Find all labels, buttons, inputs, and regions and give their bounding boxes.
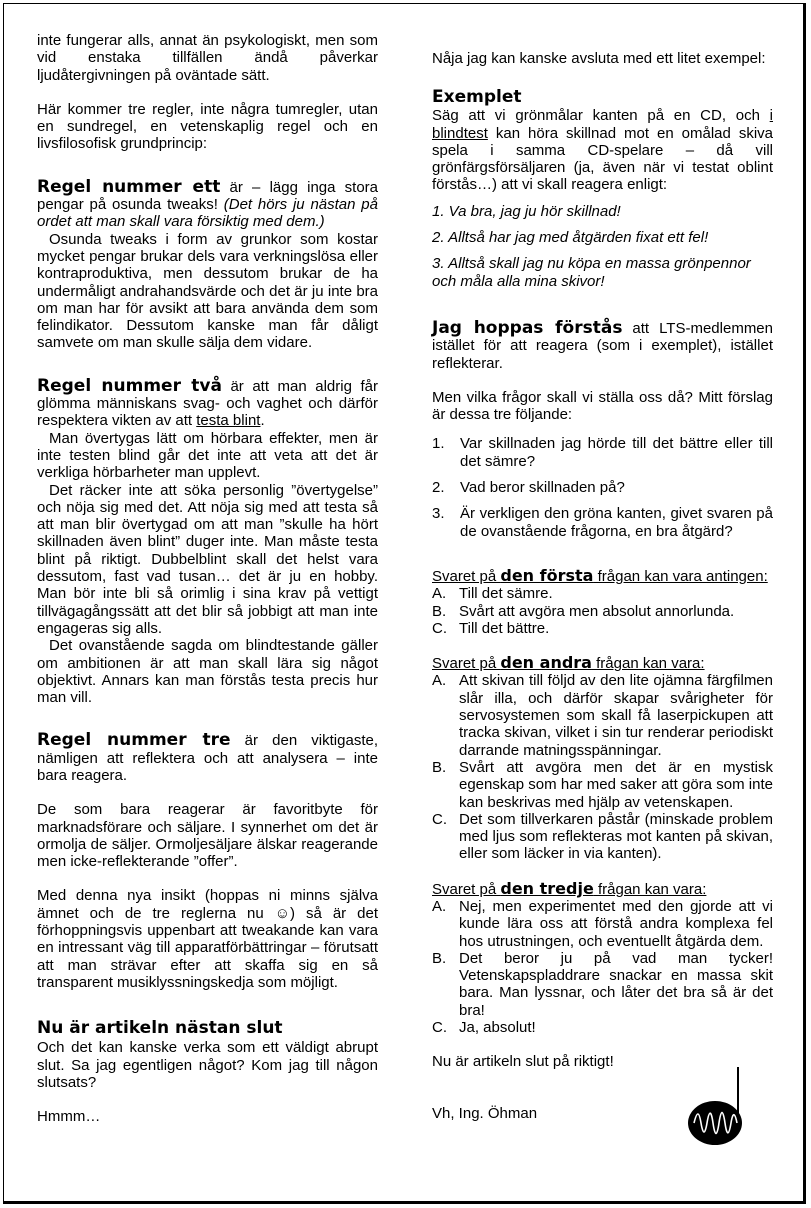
list-text: Det som tillverkaren påstår (minskade problem med ljus som reflekteras mot kanten på skivan, eller som läcker in via kanten). (459, 810, 773, 863)
list-text: Var skillnaden jag hörde till det bättre eller till det sämre? (460, 435, 773, 470)
hope-paragraph (432, 317, 773, 372)
list-text: Till det sämre. (459, 585, 553, 603)
signature: Vh, Ing. Öhman (432, 1104, 538, 1122)
list-text: Att skivan till följd av den lite ojämna färgfilmen slår illa, och därför skapar svårigheter för servosystemen som skall få laserpickupen att tracka skivan, vilket i sin tur renderar periodiskt darrande matningsspänningar. (459, 672, 773, 759)
rule-two-lead-end: . (260, 412, 265, 430)
answer-three-heading (432, 880, 773, 898)
questions-intro: Men vilka frågor skall vi ställa oss då? Mitt förslag är dessa tre följande: (432, 388, 773, 424)
list-letter: C. (432, 1019, 447, 1037)
abrupt-paragraph: Och det kan kanske verka som ett väldigt abrupt slut. Sa jag egentligen något? Kom jag till någon slutsats? (37, 1039, 378, 1091)
list-text: Är verkligen den gröna kanten, givet svaren på de ovanstående frågorna, en bra åtgärd? (460, 505, 773, 540)
rule-one-heading: Regel nummer ett (37, 176, 221, 197)
list-item (432, 603, 773, 620)
list-letter: A. (432, 585, 447, 603)
list-item (432, 1019, 773, 1036)
answer-one-pre: Svaret på (432, 567, 501, 585)
list-number: 3. (432, 505, 445, 523)
rule-two-underline: testa blint (196, 412, 261, 430)
rule-two-paragraph-3: Det ovanstående sagda om blindtestande gäller om ambitionen är att man skall lära sig något objektivt. Annars kan man förstås testa precis hur man vill. (37, 637, 378, 707)
list-item (432, 898, 773, 950)
left-column (37, 32, 378, 1125)
list-letter: A. (432, 897, 447, 915)
rule-two (37, 375, 378, 430)
hope-heading: Jag hoppas förstås (432, 317, 623, 338)
list-text: Ja, absolut! (459, 1019, 536, 1037)
list-letter: A. (432, 672, 447, 690)
answer-two-big: den andra (500, 653, 592, 673)
answer-one-heading (432, 567, 773, 585)
rule-two-paragraph-2: Det räcker inte att söka personlig ”övertygelse” och nöja sig med det. Att nöja sig med att testa så att man blir övertygad om att man ”skulle ha hört skillnaden även blint” duger inte. Man måste testa blint på riktigt. Dubbelblint skall det helst vara dessutom, fast vad tusan… det är ju en hobby. Man bör inte bli så orimlig i sina krav på vettigt tillvägagångssätt att det blir så jobbigt att man inte engageras sig alls. (37, 481, 378, 637)
list-letter: C. (432, 619, 447, 637)
example-underline: i blindtest (432, 107, 773, 142)
list-text: Svårt att avgöra men det är en mystisk egenskap som har med saker att göra som inte kan beskrivas med hjälp av vetenskapen. (459, 758, 773, 811)
example-pre: Säg att vi grönmålar kanten på en CD, och (432, 107, 770, 125)
rules-intro: Här kommer tre regler, inte några tumregler, utan en sundregel, en vetenskaplig regel och en livsfilosofisk grundprincip: (37, 100, 378, 153)
list-item (432, 435, 773, 470)
list-letter: B. (432, 758, 447, 776)
example-intro: Nåja jag kan kanske avsluta med ett litet exempel: (432, 50, 766, 67)
rule-one-lead: är – lägg inga stora pengar på osunda tweaks! (37, 178, 378, 214)
rule-two-lead: är att man aldrig får glömma människans svag- och vaghet och därför respektera vikten av att (37, 377, 378, 430)
list-item (432, 585, 773, 602)
example-quote-3: 3. Alltså skall jag nu köpa en massa grönpennor och måla alla mina skivor! (432, 255, 751, 290)
insight-paragraph: Med denna nya insikt (hoppas ni minns själva ämnet och de tre reglerna nu ☺) så är det förhoppningsvis uppenbart att tweakande kan vara en intressant väg till apparatförbättringar – förutsatt att man strävar efter att skaffa sig en så transparent musiklyssningskedja som möjligt. (37, 887, 378, 991)
list-text: Till det bättre. (459, 619, 550, 637)
rule-three-heading: Regel nummer tre (37, 730, 231, 751)
hope-text: att LTS-medlemmen istället för att reagera (som i exemplet), istället reflekterar. (432, 319, 773, 372)
list-text: Svårt att avgöra men absolut annorlunda. (459, 602, 735, 620)
almost-end-heading: Nu är artikeln nästan slut (37, 1018, 283, 1039)
answer-three-post: frågan kan vara: (593, 880, 707, 898)
rule-three (37, 732, 378, 784)
rule-two-heading: Regel nummer två (37, 375, 222, 396)
list-number: 2. (432, 479, 445, 497)
list-item (432, 950, 773, 1019)
example-post: kan höra skillnad mot en omålad skiva spela i samma CD-spelare – då vill grönfärgsförsäljaren (ja, även när vi testat oblint förstås…) att vi skall reagera enligt: (432, 124, 773, 194)
right-column (432, 50, 773, 1122)
list-item (432, 505, 773, 540)
intro-paragraph: inte fungerar alls, annat än psykologiskt, men som vid enstaka tillfällen ändå påverkar ljudåtergivningen på oväntade sätt. (37, 32, 378, 84)
answer-two-pre: Svaret på (432, 655, 501, 673)
rule-one-paragraph: Osunda tweaks i form av grunkor som kostar mycket pengar brukar dels vara verkningslösa eller kontraproduktiva, men dessutom brukar de ha undermåligt andrahandsvärde och det är ju inte bra om man har för avsikt att bara använda dem som felindikator. Dessutom kanske man får dåligt samvete om man skulle sälja dem vidare. (37, 230, 378, 352)
answer-one-big: den första (500, 565, 594, 585)
waveform-note-icon (688, 1065, 746, 1147)
answer-three-big: den tredje (500, 878, 594, 898)
example-paragraph (432, 107, 773, 193)
questions-list (432, 435, 773, 539)
list-item (432, 759, 773, 811)
answer-two-heading (432, 654, 773, 672)
list-item (432, 620, 773, 637)
list-text: Nej, men experimentet med den gjorde att vi kunde lära oss att förstå andra komplexa fel hos utrustningen, och eventuellt åtgärda dem. (459, 897, 773, 950)
example-quote-1: 1. Va bra, jag ju hör skillnad! (432, 202, 621, 220)
list-text: Vad beror skillnaden på? (460, 479, 625, 497)
final-sentence: Nu är artikeln slut på riktigt! (432, 1053, 614, 1071)
rule-three-lead: är den viktigaste, nämligen att reflektera och att analysera – inte bara reagera. (37, 732, 378, 784)
list-item (432, 811, 773, 863)
answer-two-post: frågan kan vara: (591, 655, 705, 673)
list-item (432, 672, 773, 758)
list-letter: B. (432, 949, 447, 967)
list-letter: C. (432, 810, 447, 828)
marketers-paragraph: De som bara reagerar är favoritbyte för marknadsförare och säljare. I synnerhet om det är ormolja de säljer. Ormoljesäljare älskar reagerande men icke-reflekterande ”offer”. (37, 801, 378, 871)
list-text: Det beror ju på vad man tycker! Vetenskapspladdrare snackar en massa skit bara. Man lyssnar, och låter det bra så är det bra! (459, 949, 773, 1019)
rule-two-paragraph-1: Man övertygas lätt om hörbara effekter, men är inte testen blind går det inte att veta att det är verkliga hörbarheter man upplevt. (37, 429, 378, 482)
hmmm-text: Hmmm… (37, 1108, 101, 1126)
list-number: 1. (432, 435, 445, 453)
rule-one-italic: (Det hörs ju nästan på ordet att man skall vara försiktig med dem.) (37, 196, 378, 231)
answer-one-post: frågan kan vara antingen: (593, 567, 768, 585)
list-letter: B. (432, 602, 447, 620)
rule-one (37, 176, 378, 231)
answer-three-pre: Svaret på (432, 880, 501, 898)
list-item (432, 479, 773, 496)
example-quote-2: 2. Alltså har jag med åtgärden fixat ett fel! (432, 229, 709, 247)
example-heading: Exemplet (432, 87, 522, 108)
